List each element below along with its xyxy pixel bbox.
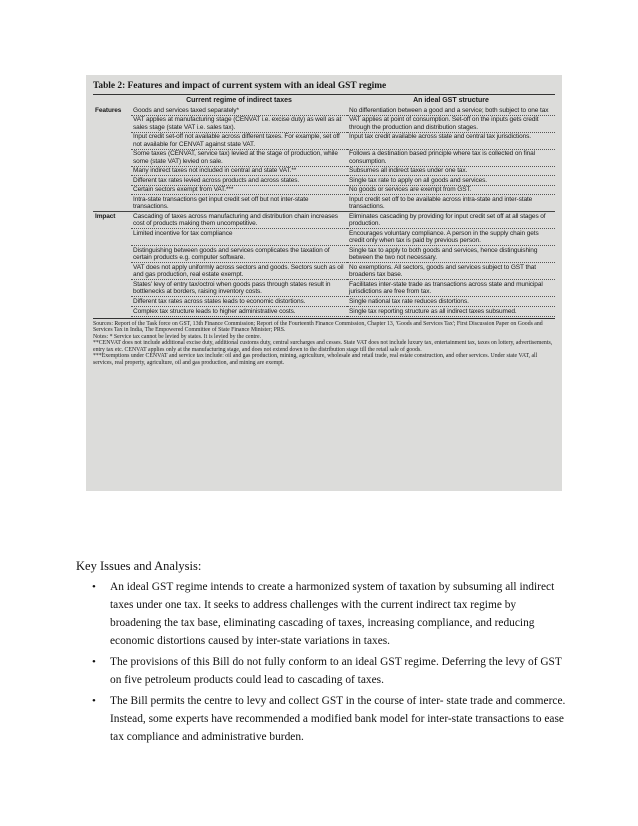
ideal-gst-cell: Follows a destination based principle where tax is collected on final consumption. [347, 149, 555, 166]
ideal-gst-cell: No differentiation between a good and a service; both subject to one tax [347, 106, 555, 115]
row-section-label [93, 246, 131, 263]
current-regime-cell: VAT does not apply uniformly across sectors and goods. Sectors such as oil and gas production, real estate exempt. [131, 263, 347, 280]
ideal-gst-cell: Single tax reporting structure as all indirect taxes subsumed. [347, 306, 555, 316]
table-row [93, 106, 555, 115]
table-row [93, 297, 555, 307]
analysis-bullet [76, 578, 566, 650]
current-regime-cell: Different tax rates levied across products and across states. [131, 176, 347, 186]
current-regime-cell: Goods and services taxed separately* [131, 106, 347, 115]
current-regime-cell: Input credit set-off not available across different taxes. For example, set off not available for CENVAT against state VAT. [131, 132, 347, 149]
ideal-gst-cell: No exemptions. All sectors, goods and services subject to GST that broadens tax base. [347, 263, 555, 280]
table-row [93, 176, 555, 186]
table-row [93, 166, 555, 176]
bullet-dot-icon: • [92, 695, 96, 707]
row-section-label [93, 115, 131, 132]
analysis-bullet [76, 692, 566, 746]
table-row [93, 212, 555, 229]
gst-table-image [86, 75, 562, 491]
table-title: Table 2: Features and impact of current system with an ideal GST regime [93, 81, 387, 91]
ideal-gst-cell: Input credit set off to be available across intra-state and inter-state transactions. [347, 195, 555, 212]
row-section-label [93, 185, 131, 195]
row-section-label [93, 166, 131, 176]
ideal-gst-cell: No goods or services are exempt from GST. [347, 185, 555, 195]
current-regime-cell: Distinguishing between goods and services complicates the taxation of certain products e.g. computer software. [131, 246, 347, 263]
ideal-gst-cell: Eliminates cascading by providing for input credit set off at all stages of production. [347, 212, 555, 229]
current-regime-cell: Limited incentive for tax compliance [131, 229, 347, 246]
header-spacer [93, 95, 131, 106]
ideal-gst-cell: Single tax rate to apply on all goods and services. [347, 176, 555, 186]
header-current-regime: Current regime of indirect taxes [186, 97, 292, 104]
row-section-label: Features [95, 106, 122, 114]
current-regime-cell: Intra-state transactions get input credit set off but not inter-state transactions. [131, 195, 347, 212]
table-body [93, 106, 555, 316]
ideal-gst-cell: Facilitates inter-state trade as transactions across state and municipal jurisdictions are free from tax. [347, 280, 555, 297]
header-ideal-gst: An ideal GST structure [413, 97, 489, 104]
row-section-label [93, 297, 131, 307]
current-regime-cell: Certain sectors exempt from VAT.*** [131, 185, 347, 195]
gst-comparison-table [93, 95, 555, 317]
table-row [93, 229, 555, 246]
sources-text: Sources: Report of the Task force on GST, 13th Finance Commission; Report of the Fourteenth Finance Commission, Chapter 13, 'Goods and Services Tax'; First Discussion Paper on Goods and Services Tax in India, The Empowered Committee of State Finance Minister; PRS. [93, 320, 543, 334]
row-section-label: Impact [93, 212, 131, 229]
table-row [93, 246, 555, 263]
analysis-bullet [76, 653, 566, 689]
table-row [93, 132, 555, 149]
bullet-text: The Bill permits the centre to levy and collect GST in the course of inter- state trade and commerce. Instead, some experts have recommended a modified bank model for inter-state transactions to ease tax compliance and administrative burden. [110, 695, 566, 743]
row-section-label [93, 229, 131, 246]
ideal-gst-cell: Input tax credit available across state and central tax jurisdictions. [347, 132, 555, 149]
table-sources [93, 318, 555, 367]
row-section-label [93, 176, 131, 186]
ideal-gst-cell: Single tax to apply to both goods and services, hence distinguishing between the two not necessary. [347, 246, 555, 263]
note-3: ***Exemptions under CENVAT and service tax include: oil and gas production, mining, agriculture, wholesale and retail trade, real estate construction, and other services. Under state VAT, all services, real property, agriculture, oil and gas production, and mining are exempt. [93, 353, 538, 366]
table-row [93, 195, 555, 212]
key-issues-heading: Key Issues and Analysis: [76, 559, 202, 573]
row-section-label [93, 280, 131, 297]
row-section-label [93, 306, 131, 316]
row-section-label [93, 195, 131, 212]
current-regime-cell: Some taxes (CENVAT, service tax) levied at the stage of production, while some (state VAT) levied on sale. [131, 149, 347, 166]
current-regime-cell: Many indirect taxes not included in central and state VAT.** [131, 166, 347, 176]
bullet-dot-icon: • [92, 656, 96, 668]
current-regime-cell: VAT applies at manufacturing stage (CENVAT i.e. excise duty) as well as at sales stage (state VAT i.e. sales tax). [131, 115, 347, 132]
bullet-text: An ideal GST regime intends to create a harmonized system of taxation by subsuming all indirect taxes under one tax. It seeks to address challenges with the current indirect tax regime by broadening the tax base, eliminating cascading of taxes, increasing compliance, and reducing economic distortions caused by inter-state variations in taxes. [110, 581, 555, 647]
table-row [93, 280, 555, 297]
current-regime-cell: Different tax rates across states leads to economic distortions. [131, 297, 347, 307]
ideal-gst-cell: Subsumes all indirect taxes under one tax. [347, 166, 555, 176]
note-2: **CENVAT does not include additional excise duty, additional customs duty, central surcharges and cesses. State VAT does not include luxury tax, entertainment tax, taxes on lottery, advertisements, entry tax etc. CENVAT applies only at the manufacturing stage, and does not extend down to the distribution stage till the retail sale of goods. [93, 340, 553, 353]
table-row [93, 263, 555, 280]
table-row [93, 185, 555, 195]
bullet-text: The provisions of this Bill do not fully conform to an ideal GST regime. Deferring the levy of GST on five petroleum products could lead to cascading of taxes. [110, 656, 562, 686]
ideal-gst-cell: Single national tax rate reduces distortions. [347, 297, 555, 307]
row-section-label [93, 263, 131, 280]
analysis-bullet-list [76, 578, 566, 749]
note-1: Notes: * Service tax cannot be levied by states. It is levied by the centre. [93, 333, 262, 340]
row-section-label [93, 149, 131, 166]
current-regime-cell: States' levy of entry tax/octroi when goods pass through states result in bottlenecks at borders, raising inventory costs. [131, 280, 347, 297]
current-regime-cell: Complex tax structure leads to higher administrative costs. [131, 306, 347, 316]
table-row [93, 149, 555, 166]
ideal-gst-cell: VAT applies at point of consumption. Set-off on the inputs gets credit through the production and distribution stages. [347, 115, 555, 132]
table-row [93, 306, 555, 316]
row-section-label [93, 132, 131, 149]
table-row [93, 115, 555, 132]
bullet-dot-icon: • [92, 581, 96, 593]
current-regime-cell: Cascading of taxes across manufacturing and distribution chain increases cost of products making them uncompetitive. [131, 212, 347, 229]
ideal-gst-cell: Encourages voluntary compliance. A person in the supply chain gets credit only when tax is paid by previous person. [347, 229, 555, 246]
